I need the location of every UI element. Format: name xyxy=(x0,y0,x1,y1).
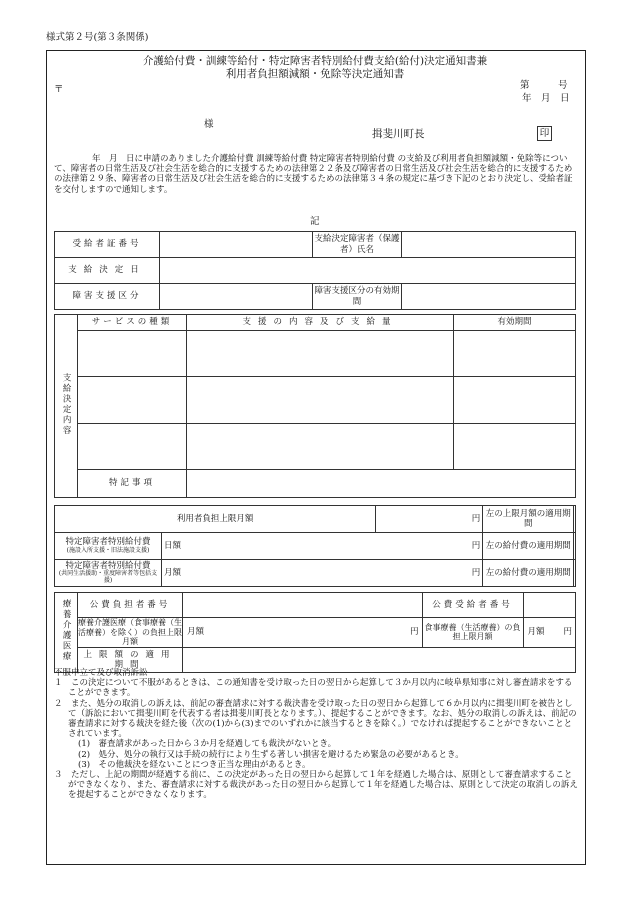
appeal-item1: (1) 審査請求があった日から３か月を経過しても裁決がないとき。 xyxy=(78,739,337,750)
benefit-period-value-1 xyxy=(574,533,576,560)
recipient-suffix: 様 xyxy=(204,119,214,130)
number-label: 第 号 xyxy=(520,80,568,91)
issuer-name: 揖斐川町長 xyxy=(372,128,425,140)
yen-label: 円 xyxy=(471,567,481,578)
limit-period-value xyxy=(574,506,576,533)
service-cell-2 xyxy=(78,377,187,423)
medical-limit-label: 療養介護医療（食事療養（生活療養）を除く）の負担上限月額 xyxy=(78,618,182,647)
appeal-notes xyxy=(54,668,578,800)
content-cell-1 xyxy=(187,331,454,377)
appeal-p1: １ この決定について不服があるときは、この通知書を受け取った日の翌日から起算して３か月以内に岐阜県知事に対し審査請求をすることができます。 xyxy=(54,678,573,699)
decision-content-side-label: 支給決定内容 xyxy=(55,315,78,498)
monthly-label: 月額 xyxy=(527,627,545,638)
benefit-period-label-2: 左の給付費の適用期間 xyxy=(483,560,574,587)
period-cell-2 xyxy=(454,377,576,423)
decision-content-table xyxy=(54,314,576,498)
body-text: 年 月 日に申請のありました介護給付費 訓練等給付費 特定障害者特別給付費 の支給及び利用者負担額減額・免除等について、障害者の日常生活及び社会生活を総合的に支援するための法律第２２条及び障害者の日常生活及び社会生活を総合的に支援するための法律第２９条、障害者の日常生活及び社会生活を総合的に支援するための法律第３４条の規定に基づき下記のとおり決定し、受給者証を交付しますので通知します。 xyxy=(54,154,573,195)
disability-class-value xyxy=(160,284,313,310)
content-cell-3 xyxy=(187,423,454,469)
disability-class-label: 障害支援区分 xyxy=(55,284,160,310)
meal-limit-label: 食事療養（生活療養）の負担上限月額 xyxy=(422,618,523,648)
service-cell-3 xyxy=(78,423,187,469)
monthly-label: 月額 xyxy=(164,567,182,578)
recipient-no-label: 公費受給者番号 xyxy=(422,593,523,618)
service-cell-1 xyxy=(78,331,187,377)
ki-label: 記 xyxy=(310,216,320,227)
recipient-cert-no-label: 受給者証番号 xyxy=(55,232,160,258)
title-line1: 介護給付費・訓練等給付・特定障害者特別給付費支給(給付)決定通知書兼 xyxy=(142,55,488,67)
benefit-period-label-1: 左の給付費の適用期間 xyxy=(483,533,574,560)
burden-limit-value xyxy=(376,506,483,533)
special-benefit1-value xyxy=(162,533,483,560)
special-benefit2-label: 特定障害者特別給付費 (共同生活援助・重度障害者等包括支援) xyxy=(55,560,162,587)
meal-limit-value xyxy=(523,618,576,648)
special-benefit1-label: 特定障害者特別給付費 (施設入所支援・旧法施設支援) xyxy=(55,533,162,560)
benefit-period-value-2 xyxy=(574,560,576,587)
appeal-p3: ３ ただし、上記の期間が経過する前に、この決定があった日の翌日から起算して１年を経過した場合は、原則として審査請求することができなくなり、また、審査請求に対する裁決があった日の翌日から起算して１年を経過した場合は、原則として決定の取消しの訴えを提起することができなくなります。 xyxy=(54,769,578,801)
yen-label: 円 xyxy=(471,513,481,524)
appeal-item2: (2) 処分、処分の執行又は手続の続行により生ずる著しい損害を避けるため緊急の必要があるとき。 xyxy=(78,749,464,760)
appeal-item3: (3) その他裁決を経ないことにつき正当な理由があるとき。 xyxy=(78,759,311,770)
content-cell-2 xyxy=(187,377,454,423)
limit-period-label: 左の上限月額の適用期間 xyxy=(483,506,574,533)
medical-side-label: 療養介護医療 xyxy=(55,593,78,673)
medical-limit-value xyxy=(183,618,423,648)
seal-box: 印 xyxy=(537,126,552,141)
col-period-label: 有効期間 xyxy=(454,315,576,331)
yen-label: 円 xyxy=(471,540,481,551)
payer-no-cells xyxy=(183,593,423,618)
yen-label: 円 xyxy=(563,627,572,638)
burden-limit-label: 利用者負担上限月額 xyxy=(55,506,376,533)
burden-table xyxy=(54,505,576,587)
decision-date-label: 支給決定日 xyxy=(55,258,160,284)
appeal-heading: 不服申立て及び取消訴訟 xyxy=(54,668,148,678)
yen-label: 円 xyxy=(409,627,419,638)
disability-class-period-label: 障害支援区分の有効期間 xyxy=(313,284,402,310)
appeal-p2: ２ また、処分の取消しの訴えは、前記の審査請求に対する裁決書を受け取った日の翌日から起算して６か月以内に揖斐川町を被告として（訴訟において揖斐川町を代表する者は揖斐川町長となります。）、提起することができます。なお、処分の取消しの訴えは、前記の審査請求に対する裁決を経た後（次の(1)から(3)までのいずれかに該当するときを除く。）でなければ提起することができないこととされています。 xyxy=(54,698,577,740)
title-line2: 利用者負担額減額・免除等決定通知書 xyxy=(225,68,405,80)
decision-holder-value xyxy=(402,232,576,258)
period-cell-3 xyxy=(454,423,576,469)
limit-period-label-medical: 上限額の適用期間 xyxy=(78,647,183,672)
decision-date-value xyxy=(160,258,576,284)
monthly-label: 月額 xyxy=(187,627,205,638)
decision-holder-label: 支給決定障害者（保護者）氏名 xyxy=(313,232,402,258)
postal-mark: 〒 xyxy=(54,84,64,95)
col-content-label: 支援の内容及び支給量 xyxy=(187,315,454,331)
medical-care-table xyxy=(54,592,576,673)
recipient-no-cells xyxy=(523,593,576,618)
daily-label: 日額 xyxy=(164,540,182,551)
special-notes-label: 特記事項 xyxy=(78,469,187,497)
period-cell-1 xyxy=(454,331,576,377)
payer-no-label: 公費負担者番号 xyxy=(78,593,183,618)
recipient-info-table xyxy=(54,231,576,310)
disability-class-period-value xyxy=(402,284,576,310)
form-id: 様式第２号(第３条関係) xyxy=(46,32,149,43)
date-label: 年 月 日 xyxy=(522,93,570,104)
special-notes-value xyxy=(187,469,576,497)
col-service-label: サービスの種類 xyxy=(78,315,187,331)
recipient-cert-no-cells xyxy=(160,232,313,258)
special-benefit2-value xyxy=(162,560,483,587)
